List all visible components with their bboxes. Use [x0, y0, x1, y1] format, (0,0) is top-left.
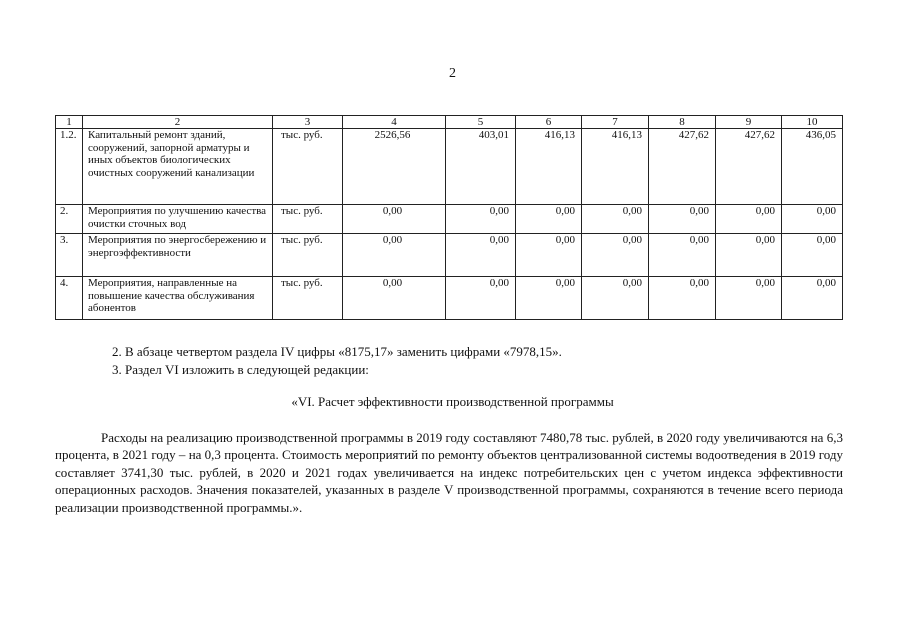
row-name: Мероприятия по улучшению качества очистки сточных вод [83, 205, 273, 234]
row-value: 0,00 [649, 234, 716, 277]
column-header: 3 [273, 116, 343, 129]
row-value: 0,00 [782, 205, 843, 234]
row-value: 416,13 [582, 129, 649, 205]
row-value: 436,05 [782, 129, 843, 205]
row-value: 0,00 [446, 234, 516, 277]
row-number: 2. [56, 205, 83, 234]
amendment-item-2: 2. В абзаце четвертом раздела IV цифры «8175,17» заменить цифрами «7978,15». [112, 344, 562, 359]
row-value: 416,13 [516, 129, 582, 205]
row-value: 0,00 [782, 277, 843, 320]
row-value: 0,00 [516, 234, 582, 277]
row-value: 2526,56 [343, 129, 446, 205]
column-header: 1 [56, 116, 83, 129]
table-header-row [56, 116, 843, 129]
row-value: 403,01 [446, 129, 516, 205]
column-header: 6 [516, 116, 582, 129]
row-unit: тыс. руб. [273, 277, 343, 320]
column-header: 4 [343, 116, 446, 129]
column-header: 5 [446, 116, 516, 129]
row-number: 4. [56, 277, 83, 320]
row-number: 1.2. [56, 129, 83, 205]
row-value: 0,00 [716, 205, 782, 234]
column-header: 7 [582, 116, 649, 129]
row-number: 3. [56, 234, 83, 277]
column-header: 9 [716, 116, 782, 129]
page-number: 2 [449, 66, 456, 81]
row-value: 0,00 [446, 277, 516, 320]
row-value: 0,00 [582, 277, 649, 320]
row-value: 0,00 [343, 234, 446, 277]
column-header: 10 [782, 116, 843, 129]
row-value: 0,00 [343, 277, 446, 320]
row-value: 427,62 [649, 129, 716, 205]
table-row [56, 234, 843, 277]
table-row [56, 205, 843, 234]
row-value: 427,62 [716, 129, 782, 205]
row-value: 0,00 [782, 234, 843, 277]
table-row [56, 277, 843, 320]
row-value: 0,00 [582, 205, 649, 234]
amendment-item-3: 3. Раздел VI изложить в следующей редакции: [112, 362, 369, 377]
body-paragraph: Расходы на реализацию производственной программы в 2019 году составляют 7480,78 тыс. рублей, в 2020 году увеличиваются на 6,3 процента, в 2021 году – на 0,3 процента. Стоимость мероприятий по ремонту объектов централизованной системы водоотведения в 2019 году составляет 3741,30 тыс. рублей, в 2020 и 2021 годах увеличивается на индекс потребительских цен с учетом индекса эффективности операционных расходов. Значения показателей, указанных в разделе V производственной программы, сохраняются в течение всего периода реализации производственной программы.». [55, 430, 843, 515]
section-heading: «VI. Расчет эффективности производственной программы [291, 394, 614, 409]
column-header: 2 [83, 116, 273, 129]
row-unit: тыс. руб. [273, 205, 343, 234]
row-name: Капитальный ремонт зданий, сооружений, запорной арматуры и иных объектов биологических очистных сооружений канализации [83, 129, 273, 205]
row-value: 0,00 [343, 205, 446, 234]
row-value: 0,00 [649, 277, 716, 320]
row-value: 0,00 [516, 277, 582, 320]
program-table [55, 115, 843, 320]
row-unit: тыс. руб. [273, 234, 343, 277]
row-name: Мероприятия по энергосбережению и энергоэффективности [83, 234, 273, 277]
row-value: 0,00 [649, 205, 716, 234]
row-value: 0,00 [716, 277, 782, 320]
row-value: 0,00 [582, 234, 649, 277]
row-value: 0,00 [516, 205, 582, 234]
table-row [56, 129, 843, 205]
column-header: 8 [649, 116, 716, 129]
row-unit: тыс. руб. [273, 129, 343, 205]
row-value: 0,00 [446, 205, 516, 234]
row-value: 0,00 [716, 234, 782, 277]
row-name: Мероприятия, направленные на повышение качества обслуживания абонентов [83, 277, 273, 320]
